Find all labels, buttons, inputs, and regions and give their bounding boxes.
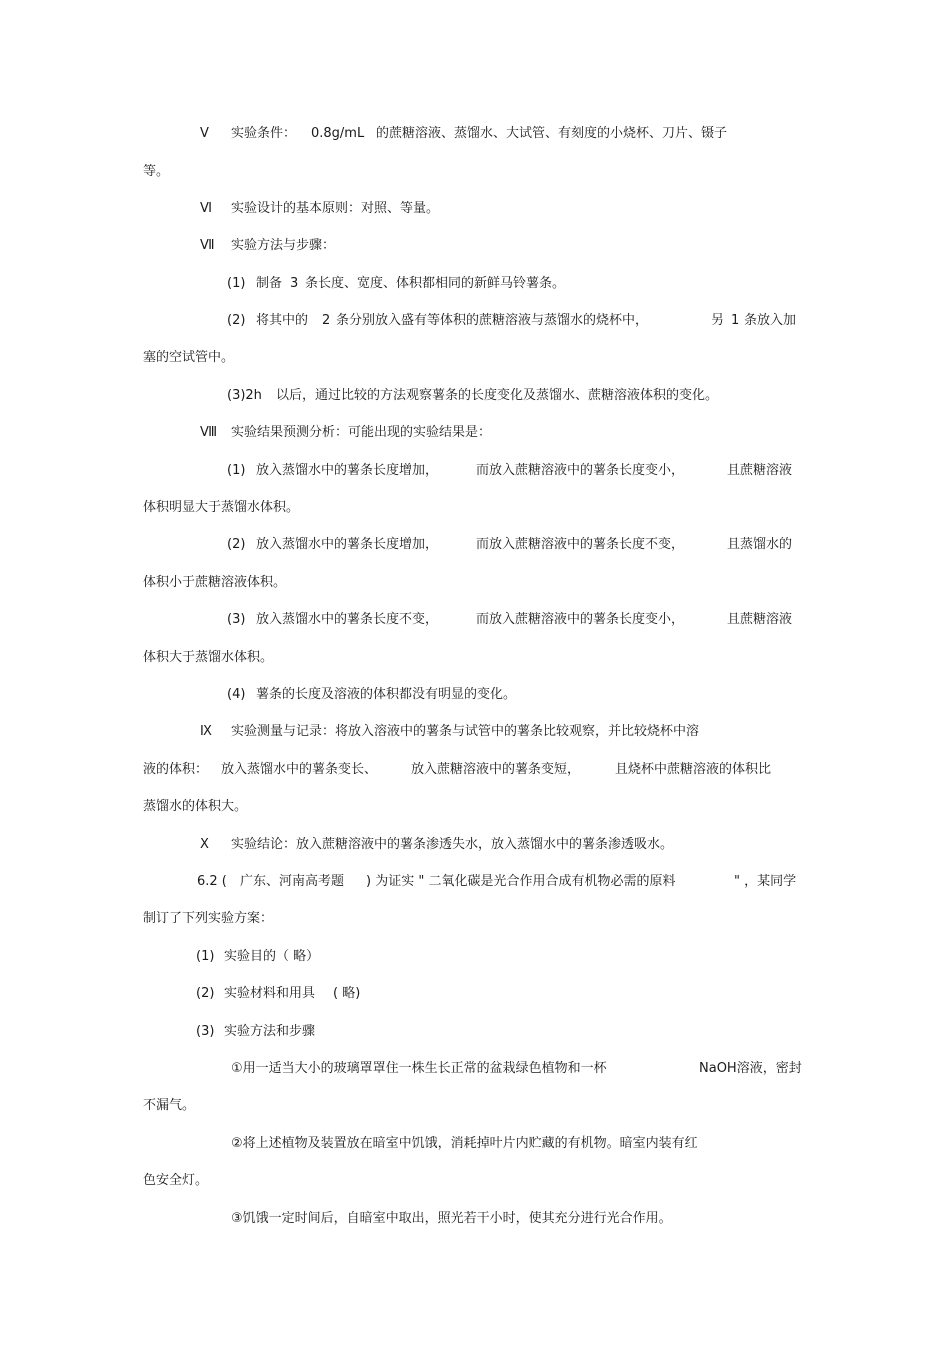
text-run: 条分别放入盛有等体积的蔗糖溶液与蒸馏水的烧杯中， — [336, 313, 649, 328]
text-run: 实验材料和用具 — [224, 986, 316, 1001]
text-run: Ⅹ — [200, 837, 209, 852]
text-run: 将其中的 — [256, 313, 309, 328]
text-run: 实验测量与记录：将放入溶液中的薯条与试管中的薯条比较观察，并比较烧杯中溶 — [231, 724, 700, 739]
text-run: 放入蔗糖溶液中的薯条变短， — [411, 762, 581, 777]
text-run: NaOH溶液，密封 — [699, 1061, 802, 1076]
text-run: (4) — [227, 687, 246, 702]
text-run: 且烧杯中蔗糖溶液的体积比 — [615, 762, 772, 777]
text-run: 塞的空试管中。 — [143, 350, 235, 365]
text-run: 以后，通过比较的方法观察薯条的长度变化及蒸馏水、蔗糖溶液体积的变化。 — [276, 388, 719, 403]
text-run: 液的体积： — [143, 762, 209, 777]
text-run: 且蔗糖溶液 — [727, 463, 793, 478]
text-run: 的蔗糖溶液、蒸馏水、大试管、有刻度的小烧杯、刀片、镊子 — [376, 126, 728, 141]
text-run: (2) — [227, 537, 246, 552]
text-run: 薯条的长度及溶液的体积都没有明显的变化。 — [256, 687, 517, 702]
text-run: ③饥饿一定时间后，自暗室中取出，照光若干小时，使其充分进行光合作用。 — [231, 1211, 672, 1226]
text-run: 条放入加 — [744, 313, 797, 328]
text-run: 条长度、宽度、体积都相同的新鲜马铃薯条。 — [305, 276, 566, 291]
text-run: 制订了下列实验方案： — [143, 911, 274, 926]
text-run: 0.8g/mL — [311, 126, 365, 141]
text-run: 而放入蔗糖溶液中的薯条长度变小， — [476, 463, 685, 478]
text-run: (3) — [227, 612, 246, 627]
text-run: 实验结果预测分析：可能出现的实验结果是： — [231, 425, 492, 440]
text-run: 实验设计的基本原则：对照、等量。 — [231, 201, 440, 216]
text-run: 3 — [290, 276, 299, 291]
text-run: 实验结论：放入蔗糖溶液中的薯条渗透失水，放入蒸馏水中的薯条渗透吸水。 — [231, 837, 674, 852]
text-run: 体积大于蒸馏水体积。 — [143, 650, 274, 665]
text-run: 体积小于蔗糖溶液体积。 — [143, 575, 287, 590]
text-run: ②将上述植物及装置放在暗室中饥饿，消耗掉叶片内贮藏的有机物。暗室内装有红 — [231, 1136, 698, 1151]
text-run: 蒸馏水的体积大。 — [143, 799, 248, 814]
text-run: Ⅶ — [200, 238, 215, 253]
text-run: Ⅴ — [200, 126, 209, 141]
text-run: 体积明显大于蒸馏水体积。 — [143, 500, 300, 515]
text-run: 放入蒸馏水中的薯条变长、 — [221, 762, 378, 777]
text-run: (1) — [227, 463, 246, 478]
text-run: 2 — [322, 313, 331, 328]
text-run: ) 为证实 " 二氧化碳是光合作用合成有机物必需的原料 — [366, 874, 676, 889]
text-run: 广东、河南高考题 — [240, 874, 345, 889]
text-run: 而放入蔗糖溶液中的薯条长度不变， — [476, 537, 685, 552]
text-run: 实验目的（ 略） — [224, 949, 320, 964]
text-run: Ⅷ — [200, 425, 218, 440]
text-run: (1) — [196, 949, 215, 964]
text-run: (3) — [196, 1024, 215, 1039]
text-run: (3)2h — [227, 388, 262, 403]
text-run: 而放入蔗糖溶液中的薯条长度变小， — [476, 612, 685, 627]
text-run: Ⅵ — [200, 201, 212, 216]
text-run: 1 — [731, 313, 740, 328]
text-run: 放入蒸馏水中的薯条长度增加， — [256, 537, 439, 552]
text-run: 另 — [711, 313, 725, 328]
text-run: 色安全灯。 — [143, 1173, 209, 1188]
text-run: (2) — [196, 986, 215, 1001]
text-run: 6.2 ( — [197, 874, 227, 889]
text-run: 制备 — [256, 276, 283, 291]
text-run: 放入蒸馏水中的薯条长度增加， — [256, 463, 439, 478]
text-run: ①用一适当大小的玻璃罩罩住一株生长正常的盆栽绿色植物和一杯 — [231, 1061, 607, 1076]
text-run: (1) — [227, 276, 246, 291]
text-run: (2) — [227, 313, 246, 328]
text-run: " ，某同学 — [734, 874, 797, 889]
text-run: 实验方法和步骤 — [224, 1024, 316, 1039]
text-run: Ⅸ — [200, 724, 212, 739]
text-run: 放入蒸馏水中的薯条长度不变， — [256, 612, 439, 627]
text-run: 实验方法与步骤： — [231, 238, 336, 253]
text-run: 不漏气。 — [143, 1098, 196, 1113]
text-run: 实验条件： — [231, 126, 297, 141]
text-run: 且蔗糖溶液 — [727, 612, 793, 627]
text-run: ( 略) — [333, 986, 361, 1001]
text-run: 且蒸馏水的 — [727, 537, 793, 552]
text-run: 等。 — [143, 164, 170, 179]
